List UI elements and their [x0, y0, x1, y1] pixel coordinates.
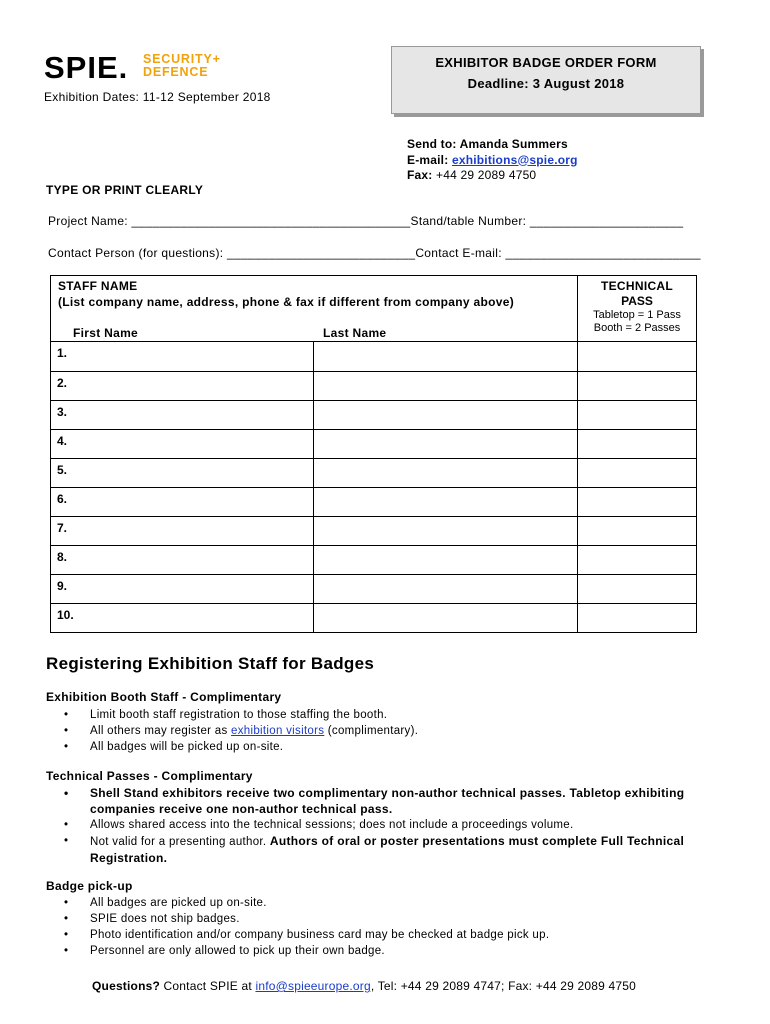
tech-pass-cell[interactable]	[578, 459, 697, 488]
form-header-box	[391, 46, 701, 114]
first-name-cell[interactable]	[51, 401, 314, 430]
logo-subtitle	[143, 53, 221, 79]
last-name-cell[interactable]	[314, 517, 578, 546]
send-to-block	[407, 137, 578, 184]
footer-contact-text: , Tel: +44 29 2089 4747; Fax: +44 29 2089 4750	[370, 979, 637, 993]
exhibition-visitors-link[interactable]: exhibition visitors	[231, 725, 325, 737]
booth-staff-list	[64, 707, 724, 755]
tech-pass-title-1: TECHNICAL	[600, 279, 674, 293]
questions-label: Questions?	[92, 979, 161, 993]
table-row	[51, 575, 697, 604]
list-item: • Limit booth staff registration to those staffing the booth.	[64, 707, 724, 723]
send-to-name: Send to: Amanda Summers	[407, 137, 568, 151]
info-email-link[interactable]: info@spieeurope.org	[255, 979, 371, 993]
list-item: • All badges are picked up on-site.	[64, 895, 724, 911]
list-item-text: Not valid for a presenting author.	[90, 836, 270, 848]
table-row	[51, 488, 697, 517]
staff-table-header	[51, 276, 697, 342]
table-row	[51, 546, 697, 575]
form-deadline: Deadline: 3 August 2018	[467, 76, 625, 91]
footer-text: Contact SPIE at	[160, 979, 256, 993]
first-name-cell[interactable]	[51, 575, 314, 604]
questions-footer	[92, 979, 636, 993]
list-item-bold-text: Authors of oral or poster presentations must complete Full Technical Registration.	[90, 834, 685, 865]
project-line	[48, 214, 683, 228]
tech-pass-note-booth: Booth = 2 Passes	[593, 322, 681, 334]
list-item: • Allows shared access into the technical sessions; does not include a proceedings volume.	[64, 817, 724, 833]
first-name-cell[interactable]	[51, 459, 314, 488]
row-number: 3.	[57, 405, 68, 419]
tech-pass-cell[interactable]	[578, 342, 697, 372]
email-label: E-mail:	[407, 152, 452, 167]
last-name-cell[interactable]	[314, 342, 578, 372]
first-name-cell[interactable]	[51, 342, 314, 372]
table-row	[51, 459, 697, 488]
list-item	[64, 833, 724, 867]
send-email-link[interactable]: exhibitions@spie.org	[451, 152, 578, 167]
list-item: • All badges will be picked up on-site.	[64, 739, 724, 755]
stand-number-field[interactable]: Stand/table Number: ______________________	[410, 214, 684, 228]
row-number: 5.	[57, 463, 68, 477]
table-row	[51, 430, 697, 459]
tech-pass-cell[interactable]	[578, 401, 697, 430]
first-name-cell[interactable]	[51, 546, 314, 575]
last-name-cell[interactable]	[314, 459, 578, 488]
row-number: 2.	[57, 376, 68, 390]
project-name-field[interactable]: Project Name: ________________________________________	[48, 214, 411, 228]
list-item	[64, 723, 724, 739]
form-title: EXHIBITOR BADGE ORDER FORM	[435, 55, 657, 70]
last-name-cell[interactable]	[314, 546, 578, 575]
type-print-instruction: TYPE OR PRINT CLEARLY	[46, 183, 204, 197]
row-number: 6.	[57, 492, 68, 506]
logo-defence: DEFENCE	[143, 65, 209, 79]
first-name-cell[interactable]	[51, 430, 314, 459]
table-row	[51, 517, 697, 546]
first-name-cell[interactable]	[51, 372, 314, 401]
last-name-cell[interactable]	[314, 401, 578, 430]
last-name-cell[interactable]	[314, 372, 578, 401]
list-item: • SPIE does not ship badges.	[64, 911, 724, 927]
staff-name-header	[51, 276, 578, 342]
tech-pass-note-tabletop: Tabletop = 1 Pass	[593, 309, 681, 321]
technical-pass-header	[578, 276, 697, 342]
booth-staff-heading: Exhibition Booth Staff - Complimentary	[46, 690, 282, 704]
table-row	[51, 342, 697, 372]
contact-line	[48, 246, 701, 260]
last-name-cell[interactable]	[314, 575, 578, 604]
exhibition-dates: Exhibition Dates: 11-12 September 2018	[44, 90, 271, 104]
first-name-header: First Name	[73, 326, 139, 340]
first-name-cell[interactable]	[51, 517, 314, 546]
first-name-cell[interactable]	[51, 488, 314, 517]
last-name-cell[interactable]	[314, 604, 578, 633]
list-item-text: (complimentary).	[324, 725, 419, 737]
tech-pass-cell[interactable]	[578, 488, 697, 517]
list-item: • Shell Stand exhibitors receive two complimentary non-author technical passes. Tabletop exhibiting companies receive one non-author technical pass.	[64, 785, 724, 817]
contact-person-field[interactable]: Contact Person (for questions): ___________________________	[48, 246, 416, 260]
last-name-cell[interactable]	[314, 488, 578, 517]
tech-pass-cell[interactable]	[578, 372, 697, 401]
fax-label: Fax:	[407, 168, 437, 182]
tech-pass-title-2: PASS	[621, 294, 653, 308]
send-fax-number: +44 29 2089 4750	[436, 168, 537, 182]
spie-logo: SPIE.	[44, 50, 129, 85]
logo-security: SECURITY+	[143, 52, 221, 66]
table-row	[51, 401, 697, 430]
row-number: 10.	[57, 608, 74, 622]
table-row	[51, 372, 697, 401]
staff-name-note: (List company name, address, phone & fax if different from company above)	[58, 295, 514, 309]
badge-pickup-heading: Badge pick-up	[46, 879, 133, 893]
technical-passes-list	[64, 785, 724, 867]
tech-pass-cell[interactable]	[578, 575, 697, 604]
staff-table	[50, 275, 697, 633]
list-item-text: All others may register as	[90, 725, 232, 737]
staff-name-title: STAFF NAME	[58, 279, 138, 293]
tech-pass-cell[interactable]	[578, 546, 697, 575]
row-number: 4.	[57, 434, 68, 448]
contact-email-field[interactable]: Contact E-mail: ____________________________	[415, 246, 701, 260]
last-name-header: Last Name	[323, 326, 387, 340]
badge-pickup-list	[64, 895, 724, 959]
tech-pass-cell[interactable]	[578, 604, 697, 633]
list-item: • Photo identification and/or company business card may be checked at badge pick up.	[64, 927, 724, 943]
row-number: 7.	[57, 521, 68, 535]
last-name-cell[interactable]	[314, 430, 578, 459]
technical-passes-heading: Technical Passes - Complimentary	[46, 769, 253, 783]
first-name-cell[interactable]	[51, 604, 314, 633]
row-number: 9.	[57, 579, 68, 593]
table-row	[51, 604, 697, 633]
row-number: 1.	[57, 346, 68, 360]
row-number: 8.	[57, 550, 68, 564]
tech-pass-cell[interactable]	[578, 430, 697, 459]
section-title: Registering Exhibition Staff for Badges	[46, 654, 375, 673]
tech-pass-cell[interactable]	[578, 517, 697, 546]
list-item: • Personnel are only allowed to pick up their own badge.	[64, 943, 724, 959]
